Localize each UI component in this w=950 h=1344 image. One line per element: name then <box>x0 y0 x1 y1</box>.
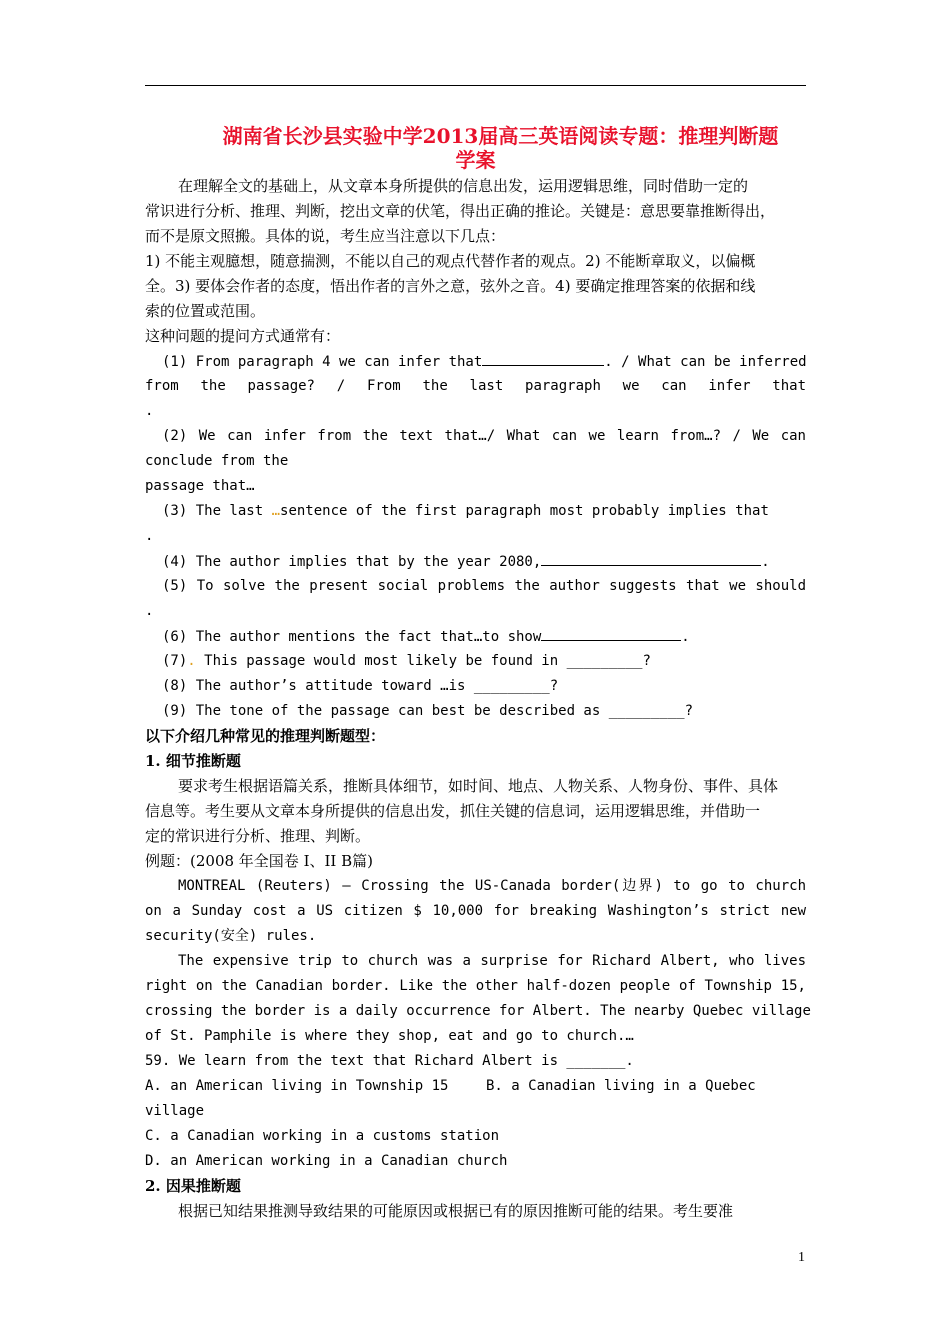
types-heading: 以下介绍几种常见的推理判断题型： <box>145 727 386 745</box>
header-rule <box>145 85 806 86</box>
option-b: B. a Canadian living in a Quebec <box>486 1078 756 1094</box>
tips-line: 全。3) 要体会作者的态度，悟出作者的言外之意，弦外之音。4) 要确定推理答案的依据和线 <box>145 277 756 295</box>
section-2-heading: 2. 因果推断题 <box>145 1177 241 1195</box>
passage-line: on a Sunday cost a US citizen $ 10,000 for breaking Washington’s strict new <box>145 903 806 919</box>
page-number: 1 <box>798 1250 805 1265</box>
option-c: C. a Canadian working in a customs station <box>145 1128 500 1144</box>
passage-line: security(安全) rules. <box>145 928 317 944</box>
example-question: 59. We learn from the text that Richard Albert is _______. <box>145 1053 634 1069</box>
question-form-1-end: . <box>145 403 154 419</box>
question-form-1: (1) From paragraph 4 we can infer that . / What can be inferred <box>162 349 807 375</box>
tips-line: 索的位置或范围。 <box>145 302 266 320</box>
section-1-paragraph-line: 要求考生根据语篇关系，推断具体细节，如时间、地点、人物关系、人物身份、事件、具体 <box>178 777 779 795</box>
intro-paragraph-line: 而不是原文照搬。具体的说，考生应当注意以下几点： <box>145 227 506 245</box>
section-1-paragraph-line: 信息等。考生要从文章本身所提供的信息出发，抓住关键的信息词，运用逻辑思维，并借助一 <box>145 802 761 820</box>
question-form-6: (6) The author mentions the fact that…to show . <box>162 624 690 650</box>
passage-line: of St. Pamphile is where they shop, eat and go to church.… <box>145 1028 634 1044</box>
question-form-2-cont: conclude from the <box>145 453 289 469</box>
question-form-2-end: passage that… <box>145 478 255 494</box>
question-form-8: (8) The author’s attitude toward …is _________? <box>162 678 559 694</box>
section-1-heading: 1. 细节推断题 <box>145 752 241 770</box>
intro-paragraph-line: 常识进行分析、推理、判断，挖出文章的伏笔，得出正确的推论。关键是：意思要靠推断得出， <box>145 202 776 220</box>
passage-line: MONTREAL (Reuters) – Crossing the US-Canada border(边界) to go to church <box>178 878 806 894</box>
section-2-paragraph-line: 根据已知结果推测导致结果的可能原因或根据已有的原因推断可能的结果。考生要准 <box>178 1202 734 1220</box>
passage-line: crossing the border is a daily occurrence for Albert. The nearby Quebec village <box>145 1003 811 1019</box>
option-d: D. an American working in a Canadian church <box>145 1153 508 1169</box>
edit-mark: … <box>271 503 281 519</box>
question-form-1-cont: from the passage? / From the last paragraph we can infer that <box>145 378 806 394</box>
passage-line: The expensive trip to church was a surprise for Richard Albert, who lives <box>178 953 806 969</box>
tips-line: 1) 不能主观臆想，随意揣测，不能以自己的观点代替作者的观点。2) 不能断章取义，以偏概 <box>145 252 756 270</box>
question-form-3-end: . <box>145 528 154 544</box>
intro-paragraph-line: 在理解全文的基础上，从文章本身所提供的信息出发，运用逻辑思维，同时借助一定的 <box>178 177 749 195</box>
example-label: 例题：(2008 年全国卷 I、II B篇) <box>145 852 373 870</box>
document-title-line2: 学案 <box>455 148 496 172</box>
question-form-3: (3) The last …sentence of the first paragraph most probably implies that <box>162 503 769 519</box>
question-form-5: (5) To solve the present social problems the author suggests that we should <box>162 578 806 594</box>
section-1-paragraph-line: 定的常识进行分析、推理、判断。 <box>145 827 371 845</box>
option-b-continued: village <box>145 1103 205 1119</box>
question-form-4: (4) The author implies that by the year 2080, . <box>162 549 770 575</box>
question-form-2: (2) We can infer from the text that…/ What can we learn from…? / We can <box>162 428 806 444</box>
question-form-5-end: . <box>145 603 154 619</box>
option-a: A. an American living in Township 15 <box>145 1078 449 1094</box>
question-form-7: (7). This passage would most likely be found in _________? <box>162 653 651 669</box>
passage-line: right on the Canadian border. Like the other half-dozen people of Township 15, <box>145 978 806 994</box>
edit-mark: . <box>187 653 196 669</box>
document-title-line1: 湖南省长沙县实验中学2013届高三英语阅读专题：推理判断题 <box>222 124 779 148</box>
question-forms-intro: 这种问题的提问方式通常有： <box>145 327 341 345</box>
question-form-9: (9) The tone of the passage can best be described as _________? <box>162 703 694 719</box>
